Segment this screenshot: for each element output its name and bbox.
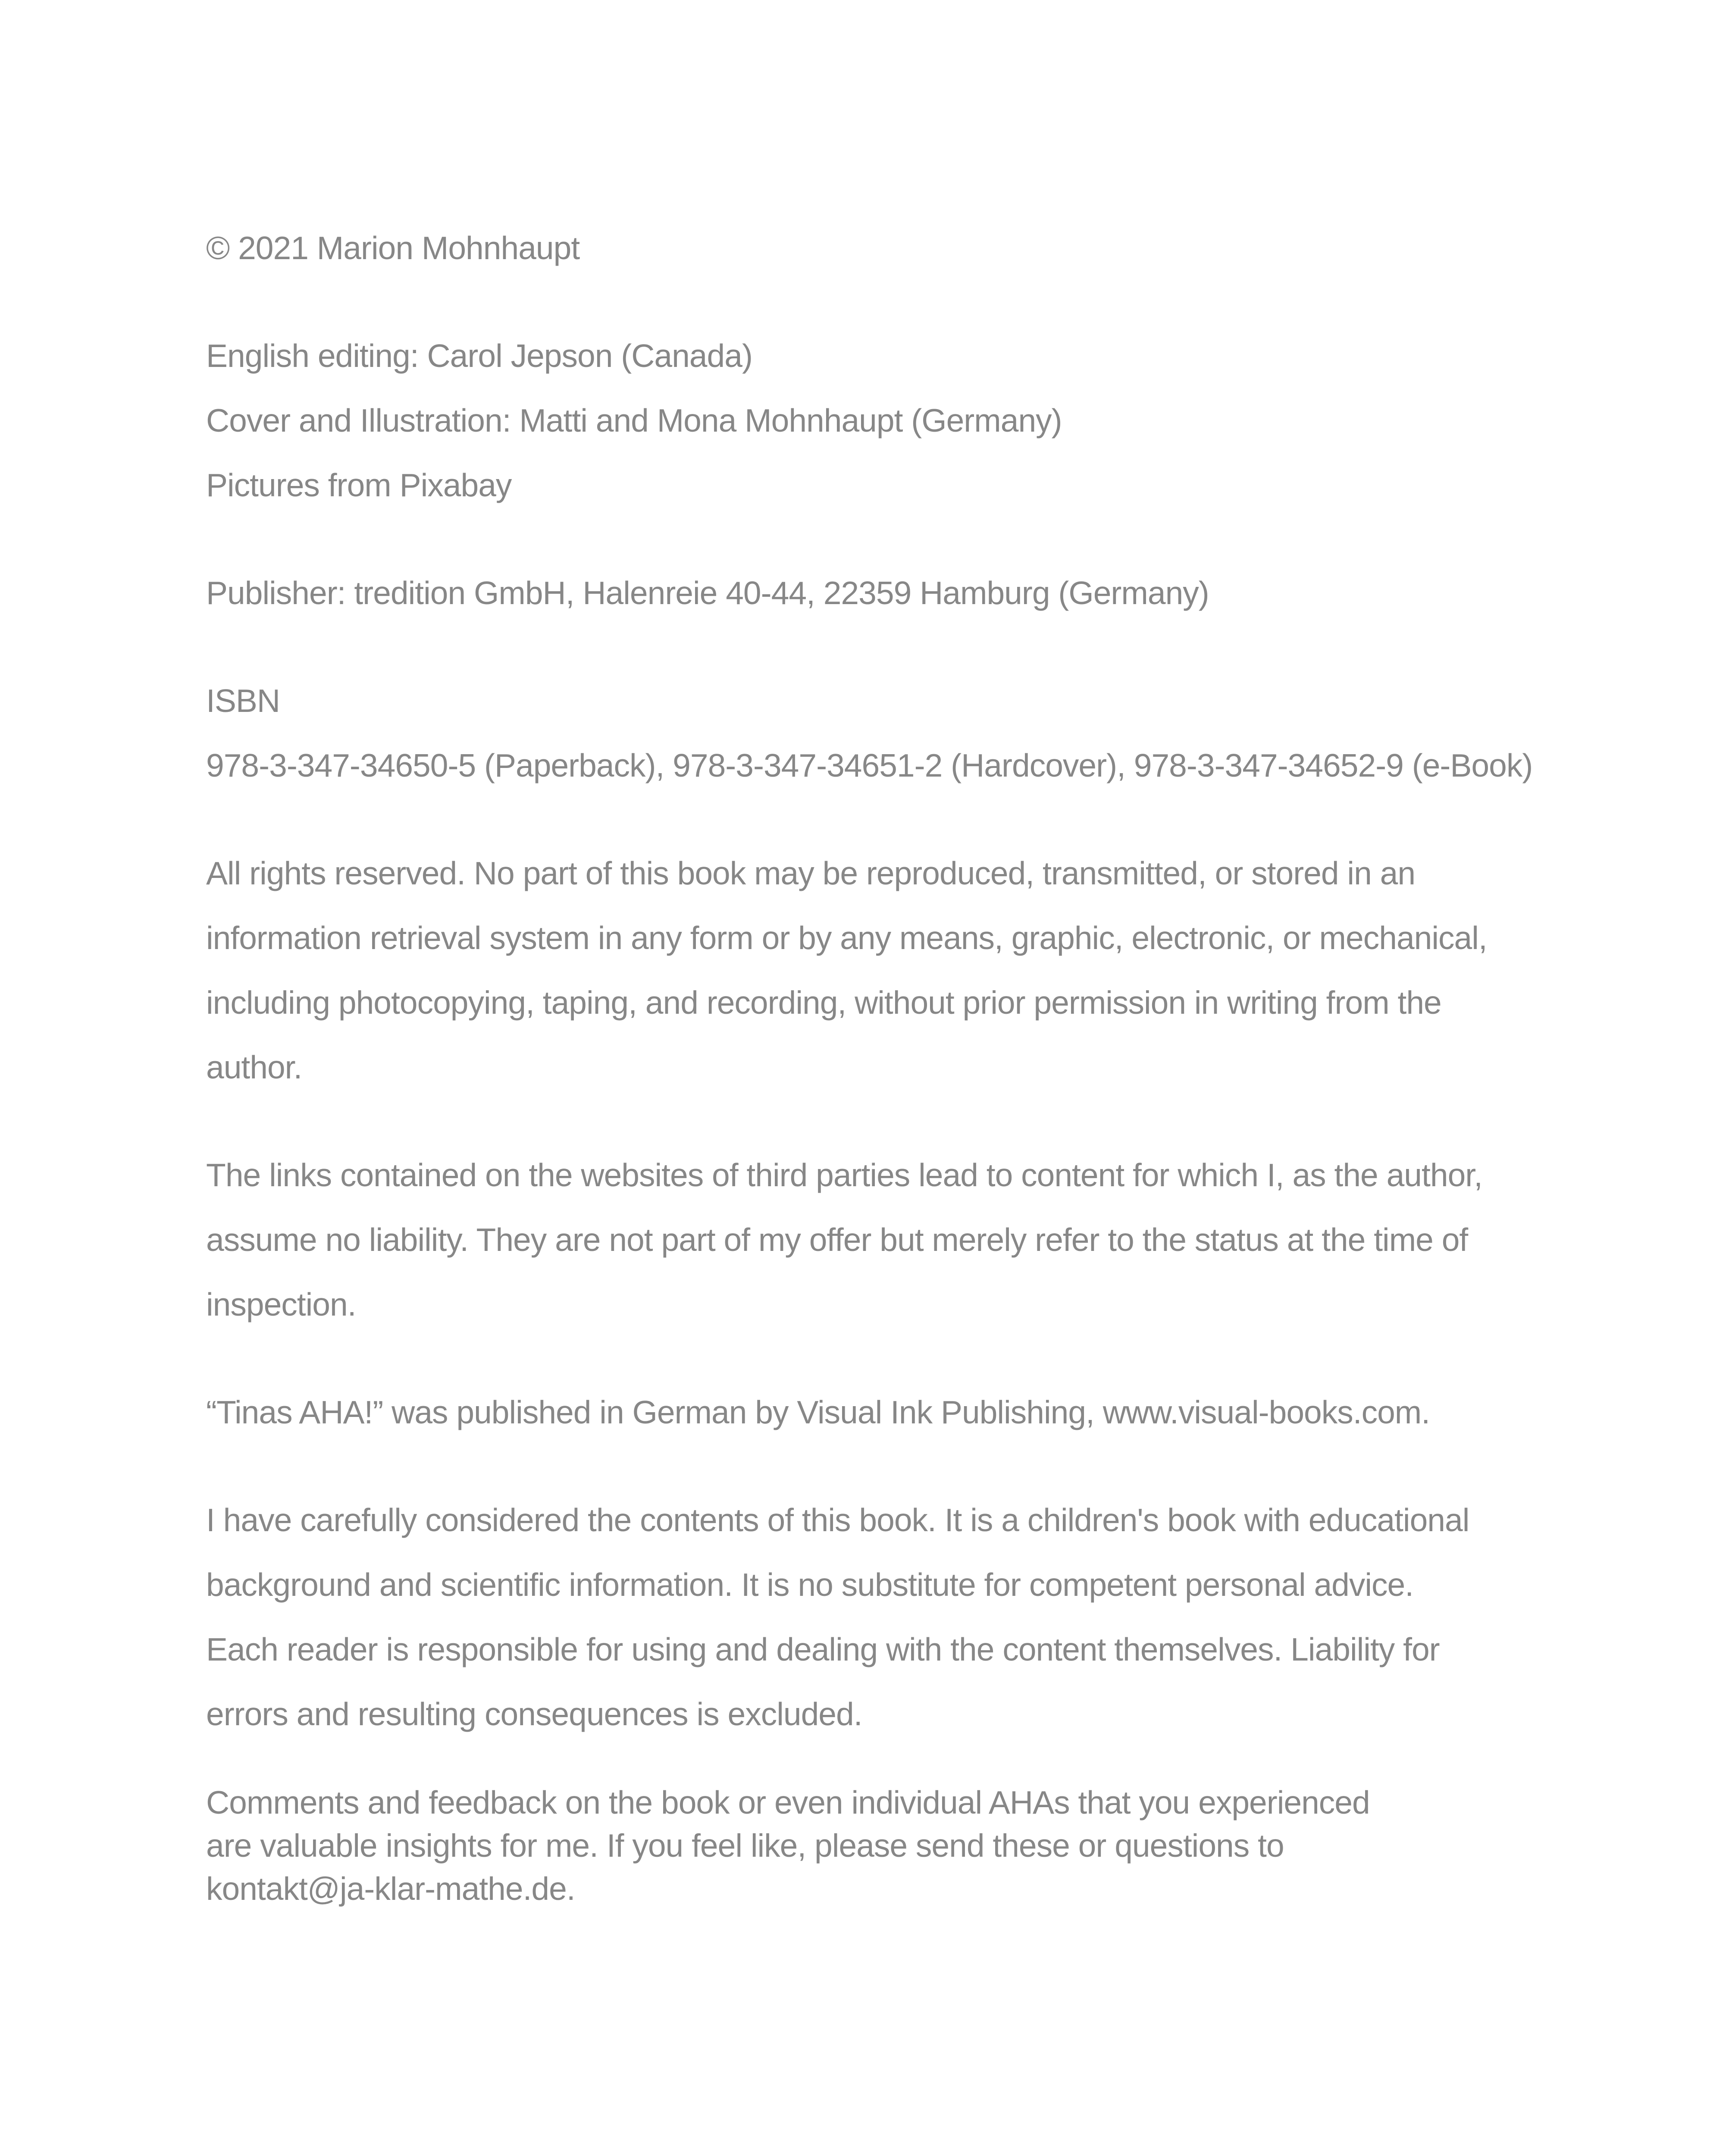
imprint-page bbox=[206, 216, 1543, 1910]
links-disclaimer-line: assume no liability. They are not part of my offer but merely refer to the status at the time of bbox=[206, 1222, 1468, 1258]
feedback-email: kontakt@ja-klar-mathe.de. bbox=[206, 1871, 575, 1907]
rights-paragraph bbox=[206, 841, 1543, 1100]
copyright-line: © 2021 Marion Mohnhaupt bbox=[206, 230, 580, 266]
credit-pictures: Pictures from Pixabay bbox=[206, 467, 512, 503]
rights-line: All rights reserved. No part of this book may be reproduced, transmitted, or stored in an bbox=[206, 855, 1416, 891]
credit-editing: English editing: Carol Jepson (Canada) bbox=[206, 338, 752, 374]
credit-illustration: Cover and Illustration: Matti and Mona Mohnhaupt (Germany) bbox=[206, 402, 1062, 439]
liability-line: errors and resulting consequences is excluded. bbox=[206, 1696, 862, 1732]
isbn-block bbox=[206, 668, 1543, 798]
isbn-label: ISBN bbox=[206, 683, 280, 719]
copyright-block bbox=[206, 216, 1543, 280]
links-disclaimer-line: inspection. bbox=[206, 1286, 356, 1322]
isbn-numbers: 978-3-347-34650-5 (Paperback), 978-3-347-34651-2 (Hardcover), 978-3-347-34652-9 (e-Book) bbox=[206, 747, 1533, 783]
feedback-line: Comments and feedback on the book or even individual AHAs that you experienced bbox=[206, 1784, 1370, 1821]
publisher-line: Publisher: tredition GmbH, Halenreie 40-44, 22359 Hamburg (Germany) bbox=[206, 575, 1209, 611]
feedback-line: are valuable insights for me. If you feel like, please send these or questions to bbox=[206, 1827, 1284, 1864]
liability-paragraph bbox=[206, 1488, 1543, 1746]
links-disclaimer-line: The links contained on the websites of third parties lead to content for which I, as the author, bbox=[206, 1157, 1482, 1193]
feedback-paragraph bbox=[206, 1781, 1543, 1910]
credits-block bbox=[206, 323, 1543, 517]
liability-line: I have carefully considered the contents of this book. It is a children's book with educational bbox=[206, 1502, 1469, 1538]
publisher-block bbox=[206, 561, 1543, 625]
liability-line: background and scientific information. It is no substitute for competent personal advice. bbox=[206, 1567, 1414, 1603]
german-edition-paragraph bbox=[206, 1380, 1543, 1445]
links-disclaimer-paragraph bbox=[206, 1143, 1543, 1337]
rights-line: author. bbox=[206, 1049, 302, 1085]
german-edition-line: “Tinas AHA!” was published in German by Visual Ink Publishing, www.visual-books.com. bbox=[206, 1394, 1430, 1430]
rights-line: information retrieval system in any form or by any means, graphic, electronic, or mechanical, bbox=[206, 920, 1487, 956]
rights-line: including photocopying, taping, and recording, without prior permission in writing from the bbox=[206, 984, 1441, 1021]
liability-line: Each reader is responsible for using and dealing with the content themselves. Liability for bbox=[206, 1631, 1440, 1667]
